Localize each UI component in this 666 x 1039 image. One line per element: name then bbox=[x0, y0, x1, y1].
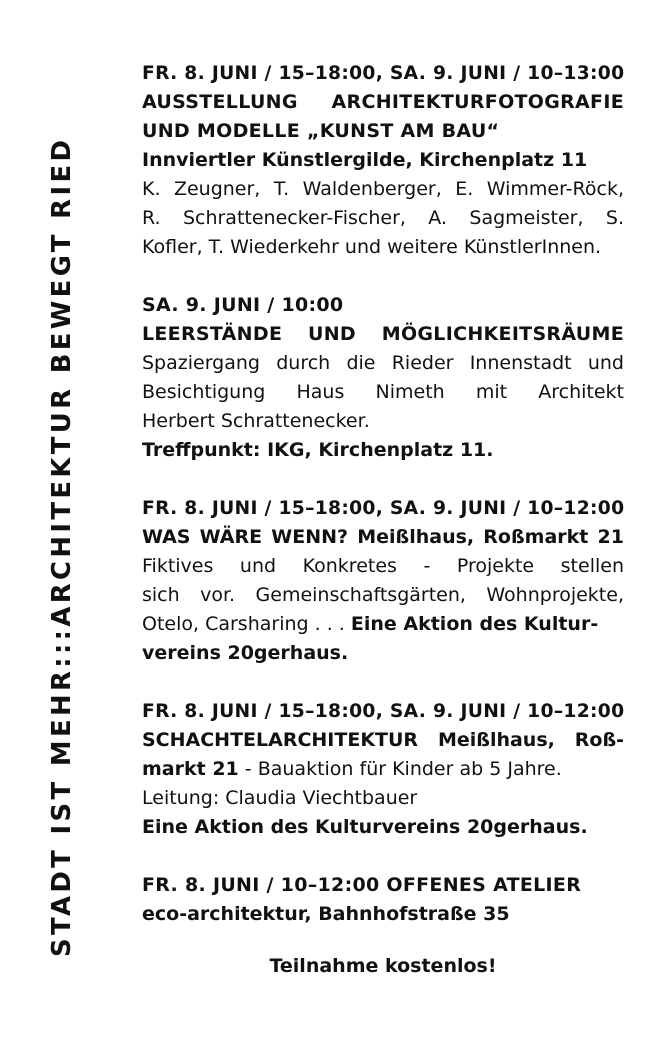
event-description: Fiktives und Konkretes - Projekte stellen bbox=[142, 555, 624, 577]
event-meeting-point: Treffpunkt: IKG, Kirchenplatz 11. bbox=[142, 439, 494, 461]
event-organizer: Eine Aktion des Kulturvereins 20gerhaus. bbox=[142, 816, 588, 838]
event-date: SA. 9. JUNI / 10:00 bbox=[142, 294, 344, 316]
event-venue: eco-architektur, Bahnhofstraße 35 bbox=[142, 903, 510, 925]
event-description: Spaziergang durch die Rieder Innenstadt und bbox=[142, 352, 624, 374]
event-walk bbox=[142, 291, 624, 465]
event-what-if bbox=[142, 494, 624, 668]
event-description: R. Schrattenecker-Fischer, A. Sagmeister, S. bbox=[142, 207, 624, 229]
event-description-text: Otelo, Carsharing . . . bbox=[142, 613, 351, 635]
event-date: FR. 8. JUNI / 15–18:00, SA. 9. JUNI / 10–12:00 bbox=[142, 701, 625, 722]
footer-note: Teilnahme kostenlos! bbox=[269, 955, 497, 977]
event-description: K. Zeugner, T. Waldenberger, E. Wimmer-Röck, bbox=[142, 178, 624, 200]
event-organizer: Eine Aktion des Kultur- bbox=[350, 613, 599, 635]
event-open-studio bbox=[142, 871, 624, 929]
event-organizer: vereins 20gerhaus. bbox=[142, 642, 349, 664]
event-description: Herbert Schrattenecker. bbox=[142, 410, 370, 432]
event-date: FR. 8. JUNI / 15–18:00, SA. 9. JUNI / 10–12:00 bbox=[142, 498, 625, 519]
event-description: sich vor. Gemeinschaftsgärten, Wohnprojekte, bbox=[142, 584, 624, 606]
event-date: FR. 8. JUNI / 15–18:00, SA. 9. JUNI / 10–13:00 bbox=[142, 63, 625, 84]
event-description bbox=[142, 755, 624, 784]
event-title: UND MODELLE „KUNST AM BAU“ bbox=[142, 120, 500, 142]
event-lead: Leitung: Claudia Viechtbauer bbox=[142, 787, 418, 809]
event-date: FR. 8. JUNI / 10–12:00 OFFENES ATELIER bbox=[142, 874, 582, 896]
event-box-architecture bbox=[142, 697, 624, 842]
side-title: STADT IST MEHR:::ARCHITEKTUR BEWEGT RIED bbox=[47, 136, 77, 957]
event-venue: markt 21 bbox=[142, 758, 239, 780]
event-exhibition bbox=[142, 59, 624, 262]
event-description: Kofler, T. Wiederkehr und weitere KünstlerInnen. bbox=[142, 236, 602, 258]
event-description bbox=[142, 610, 624, 639]
event-title: SCHACHTELARCHITEKTUR Meißlhaus, Roß- bbox=[142, 729, 624, 751]
event-title: AUSSTELLUNG ARCHITEKTURFOTOGRAFIE bbox=[142, 91, 624, 113]
event-description-text: - Bauaktion für Kinder ab 5 Jahre. bbox=[238, 758, 562, 780]
event-title: LEERSTÄNDE UND MÖGLICHKEITSRÄUME bbox=[142, 323, 624, 345]
event-list bbox=[142, 59, 624, 958]
event-title: WAS WÄRE WENN? Meißlhaus, Roßmarkt 21 bbox=[142, 526, 624, 548]
event-description: Besichtigung Haus Nimeth mit Architekt bbox=[142, 381, 624, 403]
event-venue: Innviertler Künstlergilde, Kirchenplatz 11 bbox=[142, 149, 588, 171]
